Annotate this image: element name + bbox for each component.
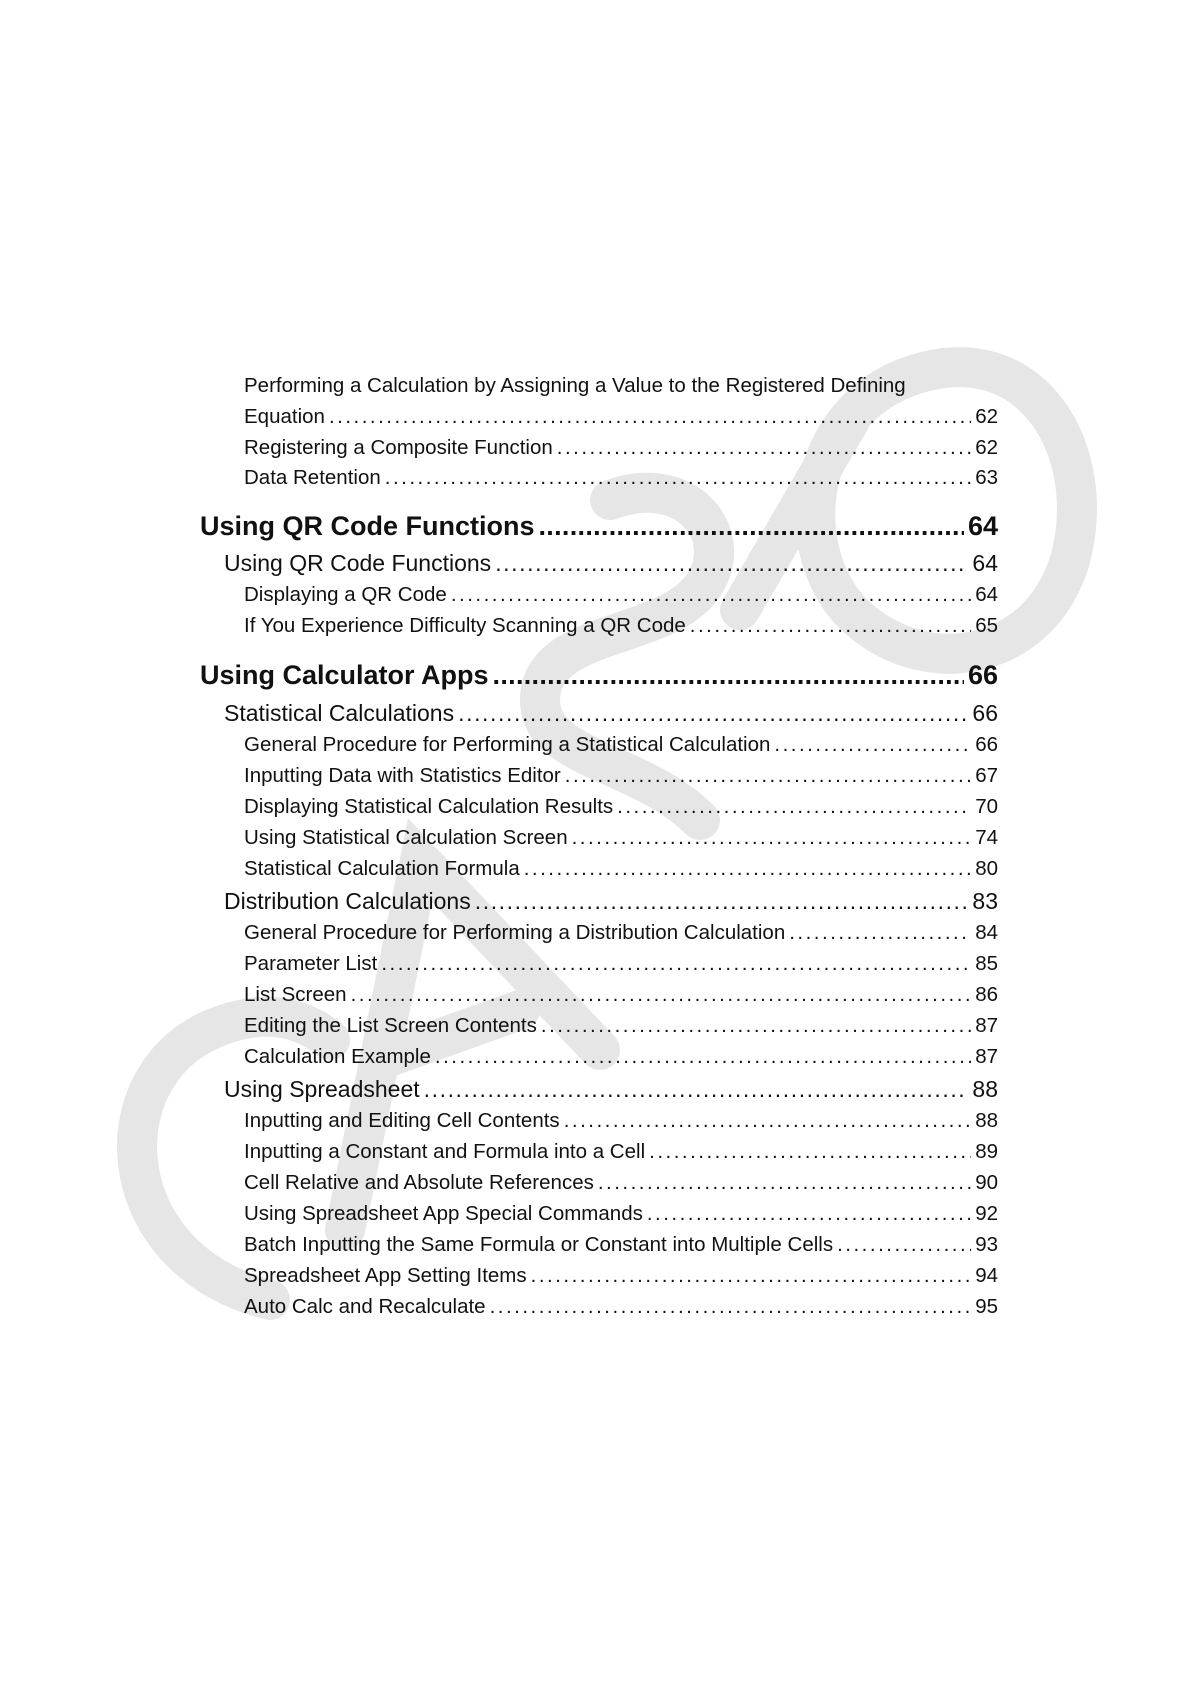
dot-leader: [531, 1264, 972, 1288]
toc-entry-page: 66: [972, 700, 998, 726]
toc-entry-page: 67: [975, 764, 998, 787]
toc-entry-inputting-editing-cell-contents[interactable]: [244, 1109, 998, 1133]
toc-entry-page: 87: [975, 1014, 998, 1037]
toc-entry-spreadsheet-special-commands[interactable]: [244, 1202, 998, 1226]
toc-entry-page: 90: [975, 1171, 998, 1194]
toc-entry-general-procedure-distribution[interactable]: [244, 921, 998, 945]
toc-entry-inputting-data-statistics-editor[interactable]: [244, 764, 998, 788]
toc-entry-general-procedure-statistical[interactable]: [244, 733, 998, 757]
toc-entry-statistical-calculation-formula[interactable]: [244, 857, 998, 881]
dot-leader: [475, 888, 969, 915]
toc-entry-page: 94: [975, 1264, 998, 1287]
toc-entry-label: Displaying a QR Code: [244, 583, 447, 606]
toc-entry-label: Inputting a Constant and Formula into a Cell: [244, 1140, 646, 1163]
dot-leader: [572, 826, 972, 850]
toc-entry-label: Using Spreadsheet App Special Commands: [244, 1202, 643, 1225]
toc-entry-page: 80: [975, 857, 998, 880]
toc-entry-calculation-example[interactable]: [244, 1045, 998, 1069]
toc-entry-editing-list-screen-contents[interactable]: [244, 1014, 998, 1038]
toc-entry-page: 64: [975, 583, 998, 606]
toc-entry-page: 70: [975, 795, 998, 818]
dot-leader: [490, 1295, 972, 1319]
dot-leader: [837, 1233, 971, 1257]
dot-leader: [493, 660, 964, 691]
toc-section-statistical-calculations[interactable]: [224, 700, 998, 727]
toc-entry-page: 64: [972, 550, 998, 576]
toc-entry-page: 84: [975, 921, 998, 944]
toc-entry-page: 65: [975, 614, 998, 637]
toc-entry-label: If You Experience Difficulty Scanning a QR Code: [244, 614, 686, 637]
toc-entry-page: 95: [975, 1295, 998, 1318]
dot-leader: [564, 1109, 972, 1133]
toc-entry-page: 66: [975, 733, 998, 756]
toc-entry-label: Displaying Statistical Calculation Results: [244, 795, 614, 818]
toc-entry-page: 87: [975, 1045, 998, 1068]
toc-entry-using-statistical-calculation-screen[interactable]: [244, 826, 998, 850]
toc-entry-page: 62: [975, 436, 998, 459]
toc-entry-batch-inputting[interactable]: [244, 1233, 998, 1257]
dot-leader: [617, 795, 971, 819]
toc-entry-data-retention[interactable]: [244, 466, 998, 490]
toc-entry-label: Using QR Code Functions: [224, 550, 492, 576]
toc-entry-page: 66: [967, 660, 998, 690]
dot-leader: [541, 1014, 971, 1038]
toc-entry-label: Calculation Example: [244, 1045, 431, 1068]
toc-entry-label: Cell Relative and Absolute References: [244, 1171, 594, 1194]
dot-leader: [649, 1140, 971, 1164]
dot-leader: [385, 466, 971, 490]
dot-leader: [424, 1076, 969, 1103]
toc-entry-label: General Procedure for Performing a Statistical Calculation: [244, 733, 771, 756]
toc-entry-label: List Screen: [244, 983, 347, 1006]
toc-entry-page: 89: [975, 1140, 998, 1163]
toc-entry-page: 93: [975, 1233, 998, 1256]
toc-entry-label: Editing the List Screen Contents: [244, 1014, 537, 1037]
toc-chapter-qr-code-functions[interactable]: [200, 511, 998, 542]
toc-continuation-line: Performing a Calculation by Assigning a Value to the Registered Defining: [244, 374, 906, 397]
toc-entry-label: Inputting Data with Statistics Editor: [244, 764, 561, 787]
dot-leader: [789, 921, 971, 945]
toc-entry-page: 64: [967, 511, 998, 541]
toc-entry-label: Statistical Calculations: [224, 700, 455, 726]
toc-entry-label: Using Spreadsheet: [224, 1076, 420, 1102]
dot-leader: [435, 1045, 971, 1069]
dot-leader: [351, 983, 972, 1007]
toc-section-distribution-calculations[interactable]: [224, 888, 998, 915]
toc-entry-difficulty-scanning-qr[interactable]: [244, 614, 998, 638]
toc-chapter-calculator-apps[interactable]: [200, 660, 998, 691]
toc-entry-label: Data Retention: [244, 466, 381, 489]
toc-entry-label: Inputting and Editing Cell Contents: [244, 1109, 560, 1132]
toc-entry-page: 86: [975, 983, 998, 1006]
dot-leader: [329, 405, 971, 429]
dot-leader: [774, 733, 971, 757]
toc-entry-page: 74: [975, 826, 998, 849]
toc-entry-cell-references[interactable]: [244, 1171, 998, 1195]
toc-entry-label: Parameter List: [244, 952, 378, 975]
dot-leader: [495, 550, 968, 577]
toc-entry-page: 83: [972, 888, 998, 914]
dot-leader: [458, 700, 968, 727]
toc-entry-registering-composite-function[interactable]: [244, 436, 998, 460]
toc-entry-label: Equation: [244, 405, 325, 428]
dot-leader: [381, 952, 971, 976]
toc-entry-label: Using Statistical Calculation Screen: [244, 826, 568, 849]
toc-entry-page: 92: [975, 1202, 998, 1225]
toc-entry-list-screen[interactable]: [244, 983, 998, 1007]
toc-entry-label: Registering a Composite Function: [244, 436, 553, 459]
toc-section-using-spreadsheet[interactable]: [224, 1076, 998, 1103]
toc-entry-label: Distribution Calculations: [224, 888, 471, 914]
dot-leader: [539, 511, 964, 542]
toc-entry-label: Auto Calc and Recalculate: [244, 1295, 486, 1318]
toc-entry-label: Batch Inputting the Same Formula or Constant into Multiple Cells: [244, 1233, 834, 1256]
toc-entry-page: 88: [975, 1109, 998, 1132]
toc-entry-label: Using Calculator Apps: [200, 660, 489, 690]
toc-entry-page: 85: [975, 952, 998, 975]
toc-entry-label: General Procedure for Performing a Distribution Calculation: [244, 921, 786, 944]
toc-section-qr-code-functions[interactable]: [224, 550, 998, 577]
dot-leader: [647, 1202, 971, 1226]
toc-entry-label: Using QR Code Functions: [200, 511, 535, 541]
toc-entry-page: 62: [975, 405, 998, 428]
toc-entry-inputting-constant-formula[interactable]: [244, 1140, 998, 1164]
dot-leader: [565, 764, 971, 788]
toc-entry-page: 88: [972, 1076, 998, 1102]
toc-entry-parameter-list[interactable]: [244, 952, 998, 976]
dot-leader: [598, 1171, 971, 1195]
toc-entry-auto-calc-recalculate[interactable]: [244, 1295, 998, 1319]
toc-entry-spreadsheet-setting-items[interactable]: [244, 1264, 998, 1288]
toc-entry-label: Statistical Calculation Formula: [244, 857, 520, 880]
dot-leader: [524, 857, 971, 881]
toc-entry-equation[interactable]: [244, 405, 998, 429]
toc-entry-displaying-qr-code[interactable]: [244, 583, 998, 607]
dot-leader: [690, 614, 971, 638]
toc-entry-page: 63: [975, 466, 998, 489]
toc-entry-label: Spreadsheet App Setting Items: [244, 1264, 527, 1287]
toc-entry-displaying-statistical-results[interactable]: [244, 795, 998, 819]
dot-leader: [451, 583, 971, 607]
dot-leader: [557, 436, 971, 460]
